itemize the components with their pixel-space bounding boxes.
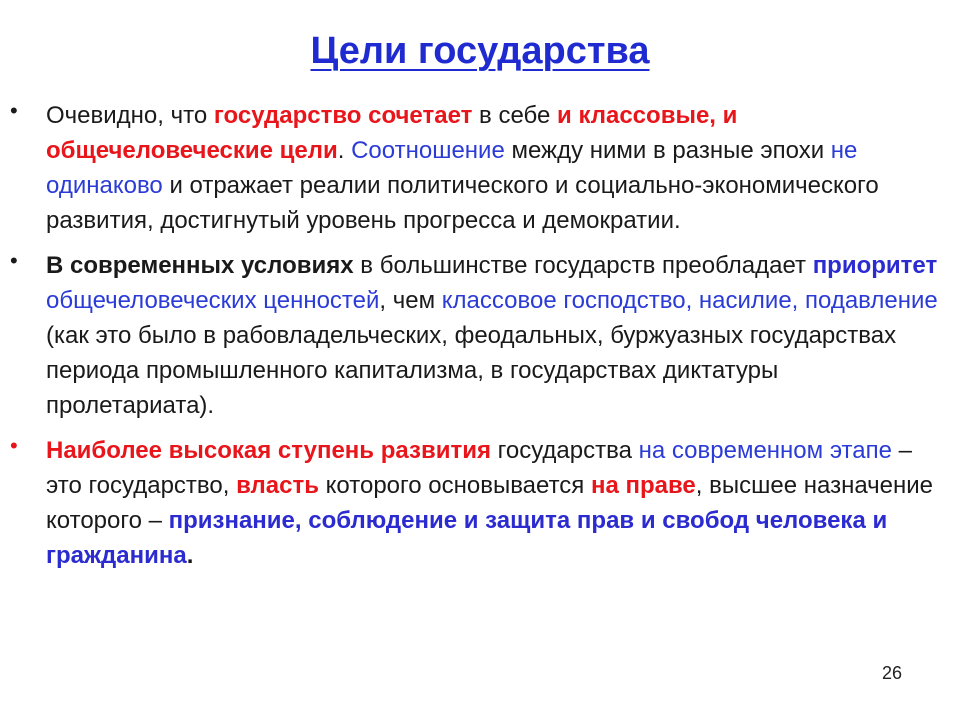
bullet-text (46, 102, 879, 234)
text-segment: – это государство, (46, 437, 912, 499)
text-segment: в большинстве государств преобладает (353, 252, 813, 279)
text-segment: государство сочетает (213, 102, 473, 129)
text-segment: . (337, 137, 352, 164)
bullet-item (10, 98, 941, 238)
bullet-text (46, 437, 933, 569)
slide-title: Цели государства (310, 30, 650, 72)
text-segment: не одинаково (46, 137, 858, 199)
bullet-list (10, 98, 941, 583)
page-number: 26 (881, 663, 902, 683)
bullet-marker: • (10, 433, 18, 458)
bullet-marker: • (10, 98, 18, 123)
text-segment: Наиболее высокая ступень развития (46, 437, 491, 464)
text-segment: , чем (379, 287, 442, 314)
text-segment: Соотношение (351, 137, 505, 164)
text-segment: общечеловеческих ценностей (46, 287, 380, 314)
text-segment: (как это было в рабовладельческих, феодальных, буржуазных государствах периода промышленного капитализма, в государствах диктатуры пролетариата). (46, 322, 897, 419)
text-segment: государства (490, 437, 639, 464)
text-segment: между ними в разные эпохи (504, 137, 831, 164)
text-segment: в себе (472, 102, 558, 129)
text-segment: признание, соблюдение и защита прав и свобод человека и гражданина (46, 507, 888, 569)
text-segment: В современных условиях (46, 252, 354, 279)
text-segment: приоритет (812, 252, 938, 279)
bullet-marker: • (10, 248, 18, 273)
text-segment: , высшее назначение которого – (46, 472, 934, 534)
bullet-text (46, 252, 938, 419)
text-segment: Очевидно, что (46, 102, 214, 129)
bullet-item (10, 433, 941, 573)
text-segment: . (186, 542, 194, 569)
text-segment: на современном этапе (638, 437, 892, 464)
text-segment: и отражает реалии политического и социально-экономического развития, достигнутый уровень прогресса и демократии. (46, 172, 879, 234)
text-segment: классовое господство, насилие, подавление (441, 287, 938, 314)
text-segment: которого основывается (318, 472, 591, 499)
bullet-item (10, 248, 941, 423)
text-segment: власть (236, 472, 319, 499)
text-segment: на праве (590, 472, 696, 499)
text-segment: и классовые, и общечеловеческие цели (46, 102, 738, 164)
